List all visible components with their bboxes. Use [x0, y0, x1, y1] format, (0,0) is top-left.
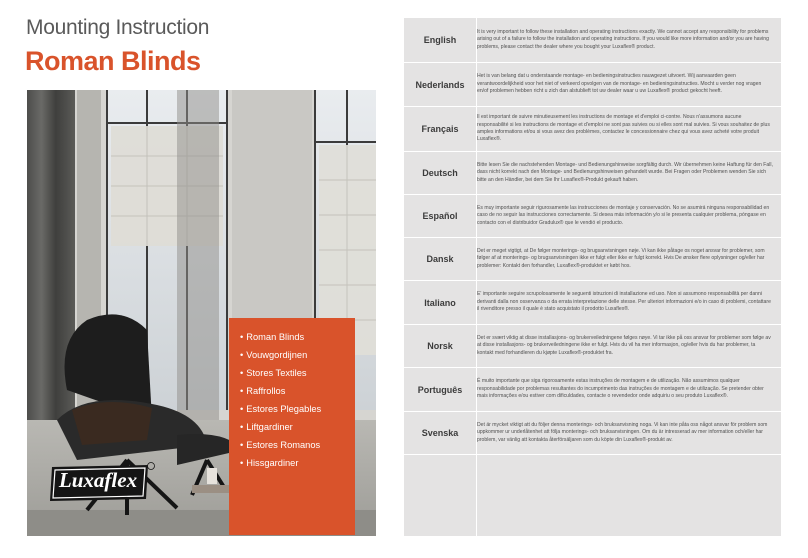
language-name: Português: [417, 384, 463, 395]
language-name: Svenska: [421, 428, 459, 438]
language-row: [404, 195, 781, 238]
language-table: [404, 18, 781, 536]
language-text: Det er meget vigtigt, at De følger monterings- og brugsanvisningen nøje. Vi kan ikke påtage os noget ansvar for problemer, som følger af at monterings- og brugsanvisningen ikke er fulgt eller ikke er fulgt korrekt. Hvis De ønsker flere oplysninger og/eller har problemer: Kontakt den forhandler, Luxaflex®-produktet er købt hos.: [477, 247, 765, 269]
language-text: Es muy importante seguir rigurosamente las instrucciones de montaje y conservación. No se asumirá ninguna responsabilidad en caso de no seguir las instrucciones correctamente. Si desea más información y/o si le presenta cualquier problema, póngase en contacto con el distribuidor Gradulux® que le vendió el producto.: [477, 204, 770, 226]
document-title: Mounting Instruction: [26, 16, 210, 39]
language-row: [404, 107, 781, 152]
language-row: [404, 18, 781, 63]
language-text: Det är mycket viktigt att du följer denna monterings- och bruksanvisning noga. Vi kan inte påta oss något ansvar för problem som uppkommer ur underlåtenhet att följa monterings- och bruksanvisningen. Om du är intresserad av mer information och/eller har problem, var vänlig att kontakta återförsäljaren som du köpte din Luxaflex®-produkt av.: [477, 421, 768, 443]
language-name: Français: [421, 124, 459, 134]
language-name: Español: [422, 211, 458, 221]
language-text: Bitte lesen Sie die nachstehenden Montage- und Bedienungshinweise sorgfältig durch. Wir übernehmen keine Haftung für den Fall, dass nicht korrekt nach den Montage- und Bedienungshinweisen gehandelt wurde. Bei Fragen oder Problemen wenden Sie sich bitte an den Händler, bei dem Sie Ihr Luxaflex®-Produkt gekauft haben.: [477, 161, 773, 183]
product-names-box: [229, 318, 355, 535]
language-name: Norsk: [427, 341, 453, 351]
product-name-item: • Hissgardiner: [240, 454, 355, 472]
product-name-item: • Estores Plegables: [240, 400, 355, 418]
language-text: Det er svært viktig at disse installasjons- og brukerveiledningene følges nøye. Vi tar ikke på oss ansvar for problemer som følge av at disse installasjons- og brukerveiledningene ikke er fulgt. Hvis du vil ha mer informasjon, og/eller hvis du har problemer, ta kontakt med forhandleren du kjøpte Luxaflex®-produktet fra.: [477, 334, 771, 356]
product-title: Roman Blinds: [25, 46, 201, 76]
product-name-item: • Vouwgordijnen: [240, 346, 355, 364]
language-text: Het is van belang dat u onderstaande montage- en bedieningsinstructies nauwgezet uitvoert. Wij aanvaarden geen verantwoordelijkheid voor het niet of verkeerd opvolgen van de montage- en bedieningsinstructies. Mocht u verder nog vragen en/of problemen hebben richt u zich dan alstublieft tot uw dealer waar u uw Luxaflex® product gekocht heeft.: [477, 73, 762, 95]
language-name: English: [423, 35, 457, 45]
language-name: Nederlands: [415, 79, 465, 90]
language-row: [404, 281, 781, 325]
language-row: [404, 325, 781, 368]
product-name-item: • Roman Blinds: [240, 328, 355, 346]
language-text: It is very important to follow these installation and operating instructions exactly. We cannot accept any responsibility for problems arising out of a failure to follow the installation and operating instructions. If you would like more information and/or you are having problems, please contact the dealer where you bought your Luxaflex® product.: [477, 28, 769, 50]
product-name-item: • Stores Textiles: [240, 364, 355, 382]
product-name-item: • Estores Romanos: [240, 436, 355, 454]
language-row: [404, 152, 781, 195]
language-row: [404, 238, 781, 281]
product-name-item: • Raffrollos: [240, 382, 355, 400]
language-name: Italiano: [424, 297, 456, 308]
language-text: Il est important de suivre minutieusement les instructions de montage et d'emploi ci-contre. Nous n'assumons aucune responsabilité si les instructions de montage et d'emploi ne sont pas suivies ou si elles sont mal suivies. Si vous souhaitez de plus amples informations et/ou si vous avez des problèmes, contactez le concessionnaire chez qui vous avez acheté votre produit Luxaflex®.: [477, 114, 770, 143]
language-text: E' importante seguire scrupolosamente le seguenti istruzioni di installazione ed uso. Non si assumono responsabilità per danni derivanti dalla non osservanza o da errata interpretazione delle stesse. Per ulteriori informazioni e/o in caso di problemi, contattare il rivenditore presso il quale è stato acquistato il prodotto Luxaflex®.: [477, 291, 771, 313]
language-row: [404, 63, 781, 107]
language-name: Deutsch: [422, 168, 458, 178]
language-row: [404, 368, 781, 412]
language-row: [404, 412, 781, 455]
language-name: Dansk: [426, 254, 454, 264]
language-text: É muito importante que siga rigorosamente estas instruções de montagem e de utilização. Não assumimos qualquer responsabilidade por problemas resultantes do incumprimento das instruções de montagem e de utilização. Se pretender obter mais informações e/ou estiver com dificuldades, contacte o revendedor onde adquiriu o seu produto Luxaflex®.: [477, 378, 764, 400]
luxaflex-logo: [48, 461, 156, 505]
product-name-item: • Liftgardiner: [240, 418, 355, 436]
empty-row: [404, 455, 781, 536]
logo-wordmark: Luxaflex: [58, 468, 138, 492]
